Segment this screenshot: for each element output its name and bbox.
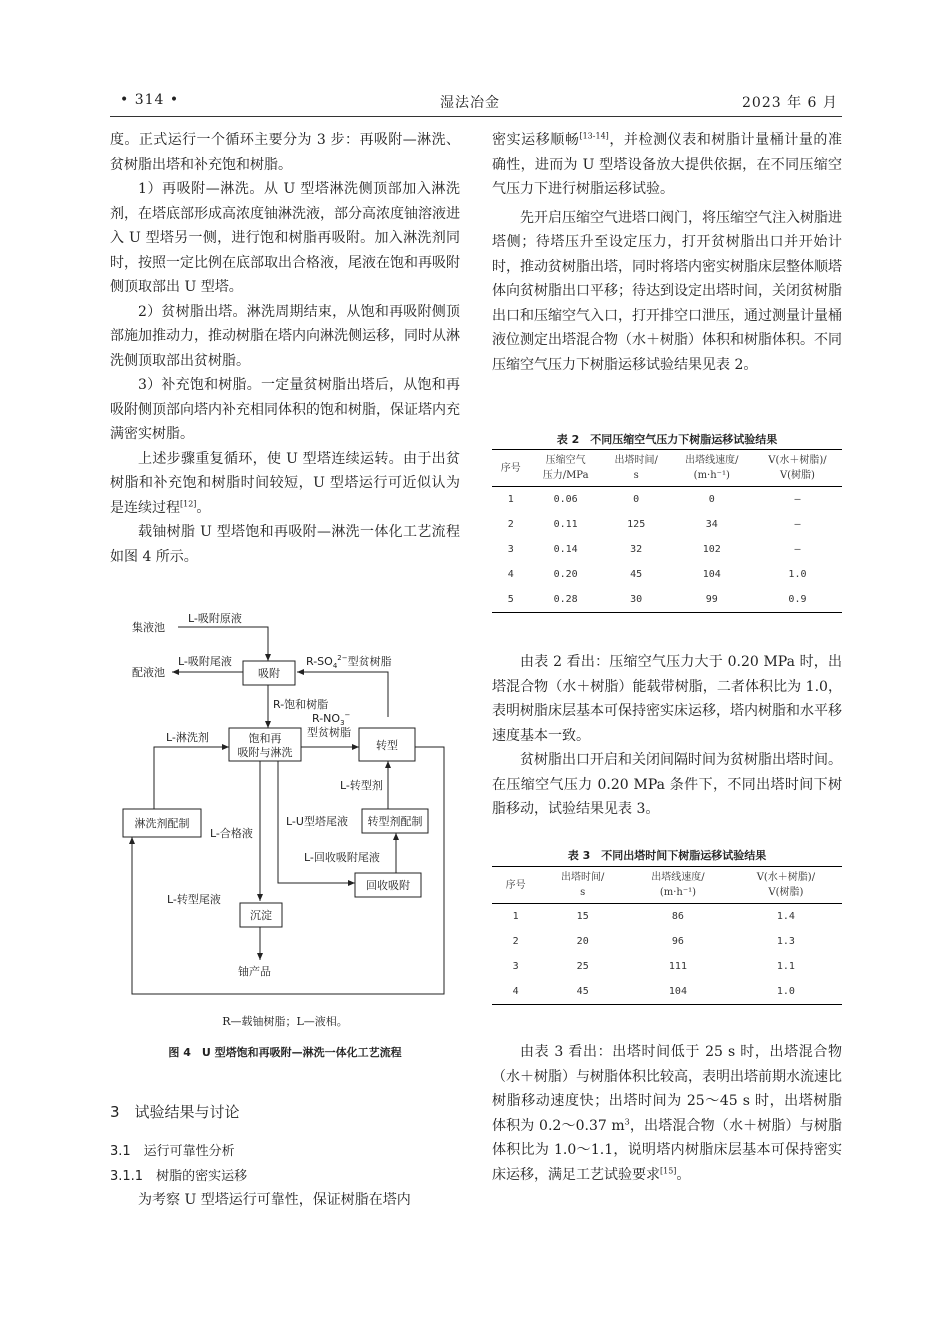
table-cell: 34 — [705, 519, 718, 530]
table-cell: 0 — [633, 494, 640, 505]
table-row — [492, 904, 842, 930]
label-pool-collect: 集液池 — [132, 621, 165, 634]
table-cell: 30 — [602, 587, 671, 613]
paragraph: 贫树脂出口开启和关闭间隔时间为贫树脂出塔时间。在压缩空气压力 0.20 MPa 条件下，不同出塔时间下树脂移动，试验结果见表 3。 — [492, 752, 842, 817]
paragraph: 度。正式运行一个循环主要分为 3 步：再吸附—淋洗、贫树脂出塔和补充饱和树脂。 — [110, 132, 460, 173]
paragraph: 由表 3 看出：出塔时间低于 25 s 时，出塔混合物（水＋树脂）与树脂体积比较高，表明出塔前期水流速比树脂移动速度快；出塔时间为 25～45 s 时，出塔树脂体积为 0.2～0.37 m$^3$，出塔混合物（水＋树脂）与树脂体积比为 1.0～1.1，说明塔内树脂床层基本可保持密实床运移，满足工艺试验要求[15]。 — [492, 1044, 842, 1183]
table-header-cell: 出塔时间/ s — [602, 450, 671, 487]
table-cell: 104 — [702, 569, 721, 580]
figure-caption: 图 4 U 型塔饱和再吸附—淋洗一体化工艺流程 — [168, 1046, 402, 1059]
figure-note: R—载铀树脂；L—液相。 — [222, 1015, 348, 1028]
table-cell: 0.9 — [753, 587, 842, 613]
table-cell: 1.3 — [776, 936, 795, 947]
table3-caption: 表 3 不同出塔时间下树脂运移试验结果 — [567, 849, 767, 862]
table-cell: 1.0 — [730, 979, 842, 1005]
citation: [13-14] — [579, 131, 609, 141]
flow-diagram — [110, 605, 460, 1015]
label-pool-dist: 配液池 — [132, 666, 165, 679]
table-cell: 86 — [671, 911, 684, 922]
table-cell: 3 — [507, 544, 514, 555]
right-column-top — [492, 128, 842, 377]
citation: [12] — [180, 498, 197, 508]
paragraph: 由表 2 看出：压缩空气压力大于 0.20 MPa 时，出塔混合物（水＋树脂）能载带树脂，二者体积比为 1.0，表明树脂床层基本可保持密实床运移，塔内树脂和水平移速度基本一致。 — [492, 654, 842, 744]
box-adsorb-label: 吸附 — [258, 667, 280, 680]
right-column-middle — [492, 650, 842, 822]
table-cell: 96 — [671, 936, 684, 947]
header-rule — [110, 116, 842, 117]
label-u-tail: L-U型塔尾液 — [286, 815, 348, 828]
table-cell: 0.14 — [553, 544, 578, 555]
table-row — [492, 562, 842, 587]
subsection-title: 3.1 运行可靠性分析 — [110, 1144, 235, 1159]
table-cell: 25 — [576, 961, 589, 972]
paragraph: 2）贫树脂出塔。淋洗周期结束，从饱和再吸附侧顶部施加推动力，推动树脂在塔内向淋洗侧运移，同时从淋洗侧顶取部出贫树脂。 — [110, 303, 460, 369]
table-cell: 1 — [512, 911, 519, 922]
table-cell: 4 — [492, 979, 539, 1005]
label-eluent: L-淋洗剂 — [166, 731, 209, 744]
box-eluent-prep-label: 淋洗剂配制 — [134, 817, 190, 830]
table-cell: 1 — [507, 494, 514, 505]
label-lean-no3: $R-NO_3^-$ — [312, 711, 351, 727]
table-cell: 111 — [668, 961, 687, 972]
superscript: 3 — [624, 1116, 630, 1126]
paragraph: 上述步骤重复循环，使 U 型塔连续运转。由于出贫树脂和补充饱和树脂时间较短，U 型塔运行可近似认为是连续过程[12]。 — [110, 450, 460, 516]
label-feed: L-吸附原液 — [188, 612, 242, 625]
left-bottom-text — [110, 1188, 460, 1213]
table-cell: 1.0 — [788, 569, 807, 580]
table-cell: 2 — [512, 936, 519, 947]
label-product: 铀产品 — [238, 965, 271, 978]
page-number: • 314 • — [120, 92, 180, 108]
box-precip-label: 沉淀 — [250, 909, 272, 922]
table-cell: — — [794, 544, 801, 555]
table-row — [492, 512, 842, 537]
citation: [15] — [660, 1165, 677, 1175]
table-header-cell: V(水＋树脂)/ V(树脂) — [753, 450, 842, 487]
right-column-bottom — [492, 1040, 842, 1187]
table-cell: 0 — [708, 494, 715, 505]
table-cell: 99 — [671, 587, 753, 613]
paragraph: 为考察 U 型塔运行可靠性，保证树脂在塔内 — [138, 1192, 411, 1208]
table-cell: 45 — [630, 569, 643, 580]
box-saturation-label-1: 饱和再 — [248, 732, 282, 745]
table-cell: 125 — [627, 519, 646, 530]
table-row — [492, 929, 842, 954]
label-tail: L-吸附尾液 — [178, 655, 232, 668]
table-cell: 0.28 — [530, 587, 602, 613]
table-header-cell: 序号 — [492, 450, 530, 487]
table-cell: 1.4 — [776, 911, 795, 922]
box-conv-agent-prep-label: 转型剂配制 — [367, 815, 423, 828]
table-cell: 104 — [626, 979, 730, 1005]
table-cell: — — [794, 494, 801, 505]
table-cell: 2 — [507, 519, 514, 530]
table-row — [492, 537, 842, 562]
table-cell: — — [794, 519, 801, 530]
box-conversion-label: 转型 — [376, 739, 398, 752]
label-conv-tail: L-转型尾液 — [167, 893, 221, 906]
label-conv-agent: L-转型剂 — [340, 779, 383, 792]
issue-date: 2023 年 6 月 — [742, 95, 838, 111]
paragraph: 密实运移顺畅[13-14]，并检测仪表和树脂计量桶计量的准确性，进而为 U 型塔设备放大提供依据，在不同压缩空气压力下进行树脂运移试验。 — [492, 131, 843, 197]
table-header-cell: 出塔线速度/ (m·h⁻¹) — [671, 450, 753, 487]
box-recovery-label: 回收吸附 — [366, 879, 410, 892]
paragraph: 载铀树脂 U 型塔饱和再吸附—淋洗一体化工艺流程如图 4 所示。 — [110, 524, 460, 565]
table2-caption: 表 2 不同压缩空气压力下树脂运移试验结果 — [556, 433, 778, 446]
left-column — [110, 128, 460, 569]
table-cell: 45 — [539, 979, 626, 1005]
table-header-cell: 出塔线速度/ (m·h⁻¹) — [626, 867, 730, 904]
journal-title: 湿法冶金 — [440, 95, 500, 111]
table-header-cell: 出塔时间/ s — [539, 867, 626, 904]
label-recovery-tail: L-回收吸附尾液 — [304, 851, 380, 864]
label-qualified: L-合格液 — [210, 827, 253, 840]
box-saturation-label-2: 吸附与淋洗 — [237, 746, 293, 759]
table-cell: 3 — [512, 961, 519, 972]
paragraph: 1）再吸附—淋洗。从 U 型塔淋洗侧顶部加入淋洗剂，在塔底部形成高浓度铀淋洗液，部分高浓度铀溶液进入 U 型塔另一侧，进行饱和树脂再吸附。加入淋洗剂同时，按照一定比例在底部取出合格液，尾液在饱和再吸附侧顶取部出 U 型塔。 — [110, 181, 460, 295]
table-cell: 102 — [702, 544, 721, 555]
table-cell: 1.1 — [776, 961, 795, 972]
table-row — [492, 954, 842, 979]
table-cell: 0.11 — [553, 519, 578, 530]
table-cell: 32 — [630, 544, 643, 555]
table2 — [492, 449, 842, 613]
label-lean-no3-2: 型贫树脂 — [307, 726, 351, 739]
paragraph: 3）补充饱和树脂。一定量贫树脂出塔后，从饱和再吸附侧顶部向塔内补充相同体积的饱和树脂，保证塔内充满密实树脂。 — [110, 377, 460, 442]
table-cell: 20 — [576, 936, 589, 947]
table-cell: 15 — [576, 911, 589, 922]
label-lean-so4: $R-SO_4^{2-}$型贫树脂 — [306, 654, 392, 670]
table-cell: 0.20 — [553, 569, 578, 580]
table-row — [492, 587, 842, 613]
table-cell: 0.06 — [553, 494, 578, 505]
paragraph: 先开启压缩空气进塔口阀门，将压缩空气注入树脂进塔侧；待塔压升至设定压力，打开贫树脂出口并开始计时，推动贫树脂出塔，同时将塔内密实树脂床层整体顺塔体向贫树脂出口平移；待达到设定出塔时间，关闭贫树脂出口和压缩空气入口，打开排空口泄压，通过测量计量桶液位测定出塔混合物（水＋树脂）体积和树脂体积。不同压缩空气压力下树脂运移试验结果见表 2。 — [492, 209, 842, 373]
table-cell: 5 — [492, 587, 530, 613]
table-header-cell: 压缩空气 压力/MPa — [530, 450, 602, 487]
section-title: 3 试验结果与讨论 — [110, 1103, 240, 1121]
table-row — [492, 979, 842, 1005]
table-header-cell: V(水＋树脂)/ V(树脂) — [730, 867, 842, 904]
table-row — [492, 487, 842, 513]
table-cell: 4 — [507, 569, 514, 580]
label-sat-resin: R-饱和树脂 — [273, 698, 329, 711]
subsubsection-title: 3.1.1 树脂的密实运移 — [110, 1169, 248, 1184]
table-header-cell: 序号 — [492, 867, 539, 904]
table3 — [492, 866, 842, 1005]
